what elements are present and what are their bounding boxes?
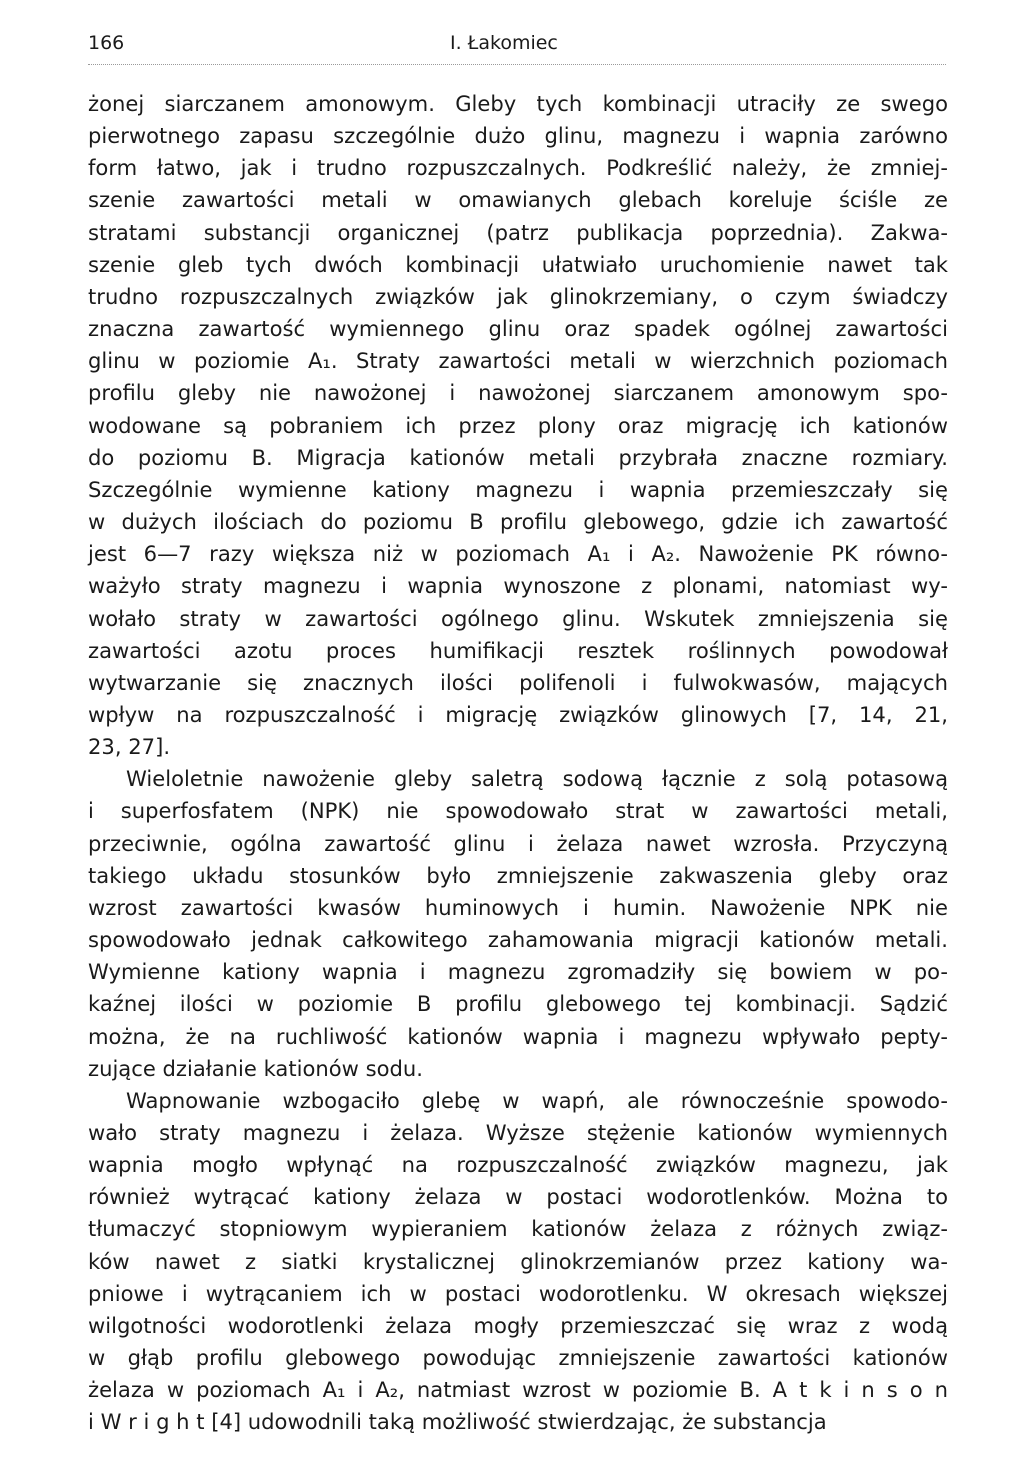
text-line: wapnia mogło wpłynąć na rozpuszczalność związków magnezu, jak bbox=[88, 1152, 948, 1178]
text-line: Wymienne kationy wapnia i magnezu zgromadziły się bowiem w po- bbox=[88, 959, 948, 985]
text-line: pniowe i wytrącaniem ich w postaci wodorotlenku. W okresach większej bbox=[88, 1280, 948, 1306]
running-head: I. Łakomiec bbox=[450, 32, 558, 54]
text-line: i W r i g h t [4] udowodnili taką możliwość stwierdzając, że substancja bbox=[88, 1409, 827, 1435]
text-line: profilu gleby nie nawożonej i nawożonej siarczanem amonowym spo- bbox=[88, 380, 948, 406]
text-line: zujące działanie kationów sodu. bbox=[88, 1055, 423, 1081]
text-line: stratami substancji organicznej (patrz publikacja poprzednia). Zakwa- bbox=[88, 219, 948, 245]
text-line: form łatwo, jak i trudno rozpuszczalnych. Podkreślić należy, że zmniej- bbox=[88, 155, 948, 181]
text-line: pierwotnego zapasu szczególnie dużo glinu, magnezu i wapnia zarówno bbox=[88, 123, 948, 149]
text-line: zawartości azotu proces humifikacji resztek roślinnych powodował bbox=[88, 637, 948, 663]
text-line: wało straty magnezu i żelaza. Wyższe stężenie kationów wymiennych bbox=[88, 1120, 948, 1145]
paragraph bbox=[88, 88, 948, 763]
text-line: ków nawet z siatki krystalicznej glinokrzemianów przez kationy wa- bbox=[88, 1248, 948, 1274]
text-line: wilgotności wodorotlenki żelaza mogły przemieszczać się wraz z wodą bbox=[88, 1312, 948, 1338]
text-line: Wapnowanie wzbogaciło glebę w wapń, ale równocześnie spowodo- bbox=[126, 1087, 948, 1113]
text-line: można, że na ruchliwość kationów wapnia i magnezu wpływało pepty- bbox=[88, 1023, 948, 1049]
text-line: i superfosfatem (NPK) nie spowodowało strat w zawartości metali, bbox=[88, 798, 948, 824]
text-line: w głąb profilu glebowego powodując zmniejszenie zawartości kationów bbox=[88, 1345, 948, 1371]
text-line: przeciwnie, ogólna zawartość glinu i żelaza nawet wzrosła. Przyczyną bbox=[88, 830, 948, 856]
text-line: ważyło straty magnezu i wapnia wynoszone z plonami, natomiast wy- bbox=[88, 573, 948, 599]
page-header bbox=[88, 32, 946, 64]
text-line: tłumaczyć stopniowym wypieraniem kationów żelaza z różnych związ- bbox=[88, 1216, 948, 1242]
header-rule bbox=[88, 64, 946, 65]
text-line: znaczna zawartość wymiennego glinu oraz spadek ogólnej zawartości bbox=[88, 316, 948, 342]
text-line: trudno rozpuszczalnych związków jak glinokrzemiany, o czym świadczy bbox=[88, 283, 948, 309]
text-line: wytwarzanie się znacznych ilości polifenoli i fulwokwasów, mających bbox=[88, 669, 948, 695]
text-line: w dużych ilościach do poziomu B profilu glebowego, gdzie ich zawartość bbox=[88, 509, 948, 535]
text-line: spowodowało jednak całkowitego zahamowania migracji kationów metali. bbox=[88, 927, 948, 953]
paragraph bbox=[88, 763, 948, 1085]
text-line: szenie gleb tych dwóch kombinacji ułatwiało uruchomienie nawet tak bbox=[88, 251, 948, 277]
paragraph bbox=[88, 1085, 948, 1439]
text-line: Szczególnie wymienne kationy magnezu i wapnia przemieszczały się bbox=[88, 476, 948, 502]
text-line: 23, 27]. bbox=[88, 734, 171, 760]
text-line: również wytrącać kationy żelaza w postaci wodorotlenków. Można to bbox=[88, 1184, 948, 1210]
text-line: żelaza w poziomach A₁ i A₂, natmiast wzrost w poziomie B. A t k i n s o n bbox=[88, 1377, 948, 1403]
text-line: wzrost zawartości kwasów huminowych i humin. Nawożenie NPK nie bbox=[88, 894, 948, 920]
text-line: kaźnej ilości w poziomie B profilu glebowego tej kombinacji. Sądzić bbox=[88, 991, 948, 1017]
text-line: wpływ na rozpuszczalność i migrację związków glinowych [7, 14, 21, bbox=[88, 701, 948, 727]
text-line: żonej siarczanem amonowym. Gleby tych kombinacji utraciły ze swego bbox=[88, 91, 948, 116]
text-line: do poziomu B. Migracja kationów metali przybrała znaczne rozmiary. bbox=[88, 444, 948, 470]
text-line: jest 6—7 razy większa niż w poziomach A₁ i A₂. Nawożenie PK równo- bbox=[88, 541, 948, 567]
text-line: glinu w poziomie A₁. Straty zawartości metali w wierzchnich poziomach bbox=[88, 348, 948, 374]
page-number: 166 bbox=[88, 32, 125, 54]
text-line: wodowane są pobraniem ich przez plony oraz migrację ich kationów bbox=[88, 412, 948, 438]
text-line: takiego układu stosunków było zmniejszenie zakwaszenia gleby oraz bbox=[88, 862, 948, 888]
text-line: szenie zawartości metali w omawianych glebach koreluje ściśle ze bbox=[88, 187, 948, 213]
body-text bbox=[88, 88, 948, 1439]
text-line: wołało straty w zawartości ogólnego glinu. Wskutek zmniejszenia się bbox=[88, 605, 948, 631]
text-line: Wieloletnie nawożenie gleby saletrą sodową łącznie z solą potasową bbox=[126, 766, 948, 792]
